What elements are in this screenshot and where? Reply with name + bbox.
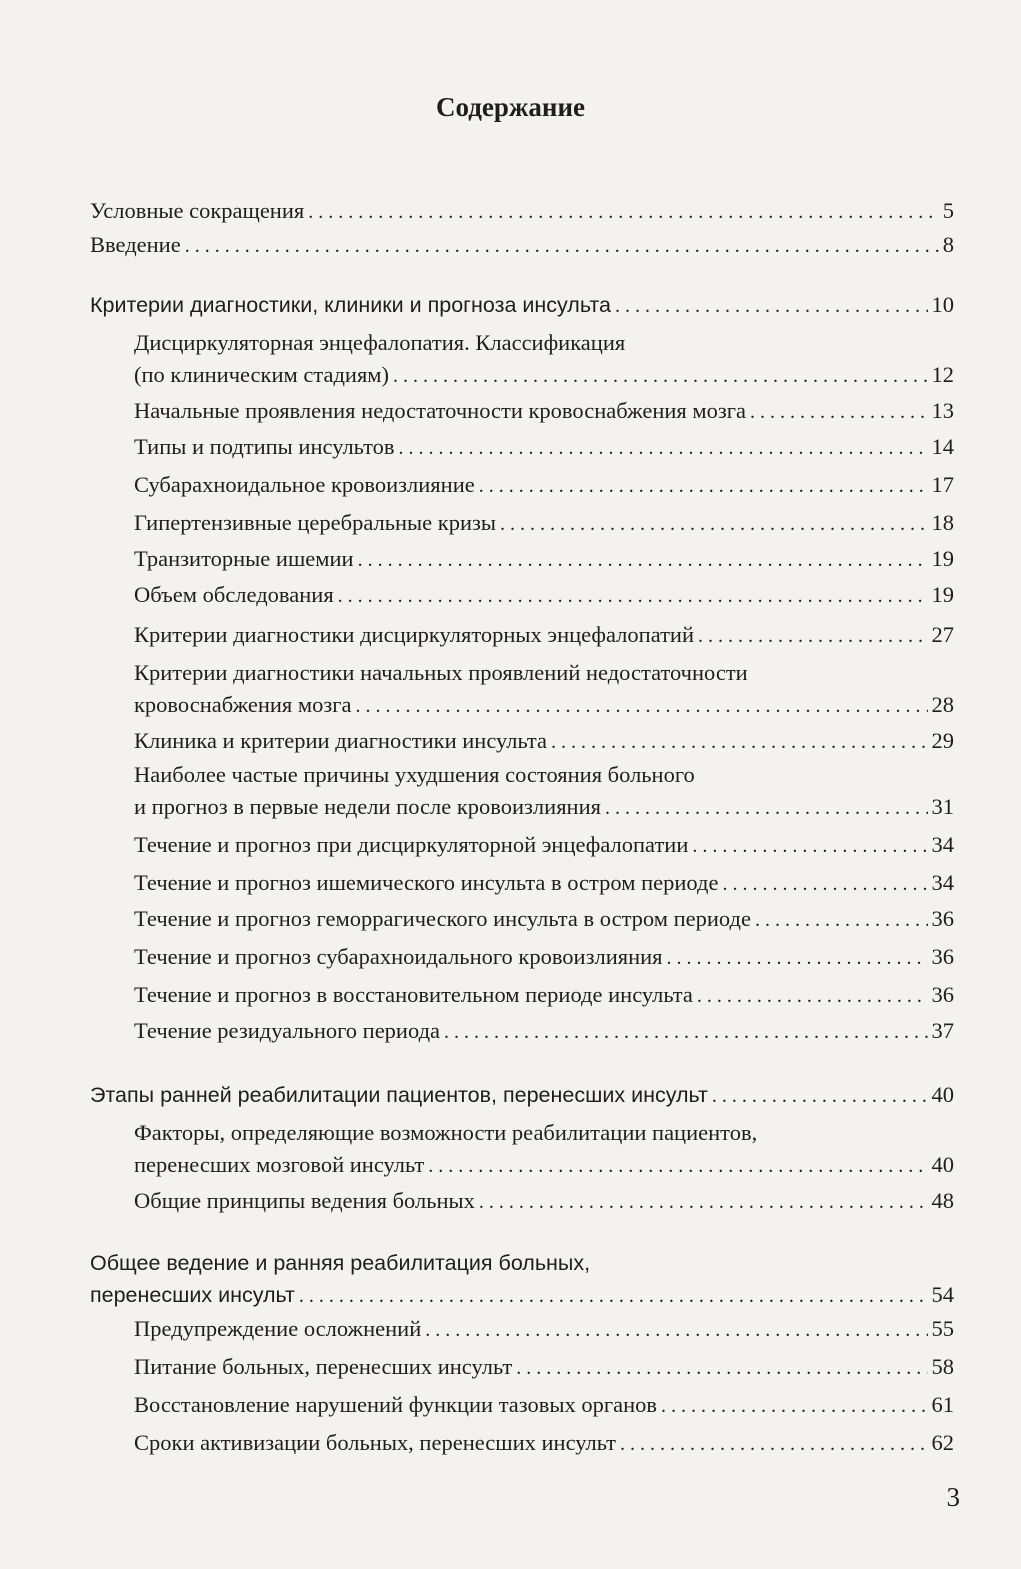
page-title: Содержание xyxy=(435,92,586,122)
toc-entry[interactable] xyxy=(134,1428,954,1460)
toc-page-number: 29 xyxy=(931,728,954,753)
toc-entry-title: (по клиническим стадиям) xyxy=(134,362,390,387)
toc-entry[interactable] xyxy=(90,1080,954,1112)
toc-entry-title: Клиника и критерии диагностики инсульта xyxy=(134,728,547,753)
toc-entry[interactable] xyxy=(90,1248,954,1312)
toc-page-number: 36 xyxy=(931,906,954,931)
dot-leader xyxy=(500,508,928,538)
dot-leader xyxy=(620,1428,927,1458)
toc-entry[interactable] xyxy=(134,760,954,824)
dot-leader xyxy=(605,792,928,822)
toc-entry-title: Течение резидуального периода xyxy=(134,1018,441,1043)
dot-leader xyxy=(750,396,928,426)
dot-leader xyxy=(399,432,928,462)
toc-page-number: 12 xyxy=(931,362,954,387)
toc-entry[interactable] xyxy=(134,1352,954,1384)
dot-leader xyxy=(308,196,939,226)
dot-leader xyxy=(722,868,927,898)
toc-page-number: 8 xyxy=(942,232,954,257)
toc-entry[interactable] xyxy=(134,830,954,862)
toc-entry-title: Объем обследования xyxy=(134,582,334,607)
toc-entry-title: Дисциркуляторная энцефалопатия. Классификация xyxy=(134,330,626,355)
dot-leader xyxy=(661,1390,927,1420)
toc-entry-title: Типы и подтипы инсультов xyxy=(134,434,395,459)
dot-leader xyxy=(444,1016,927,1046)
toc-entry-title: Субарахноидальное кровоизлияние xyxy=(134,472,475,497)
toc-page-number: 36 xyxy=(931,944,954,969)
dot-leader xyxy=(667,942,928,972)
toc-entry[interactable] xyxy=(134,544,954,576)
toc-page-number: 13 xyxy=(931,398,954,423)
toc-entry[interactable] xyxy=(90,196,954,228)
toc-entry-title: Критерии диагностики, клиники и прогноза инсульта xyxy=(90,293,611,317)
toc-entry-title: Предупреждение осложнений xyxy=(134,1316,422,1341)
toc-entry-title: Факторы, определяющие возможности реабилитации пациентов, xyxy=(134,1120,758,1145)
toc-page-number: 34 xyxy=(931,870,954,895)
toc-page-number: 54 xyxy=(931,1282,954,1307)
toc-entry[interactable] xyxy=(134,396,954,428)
toc-entry-title: Критерии диагностики дисциркуляторных энцефалопатий xyxy=(134,622,695,647)
toc-entry[interactable] xyxy=(90,230,954,262)
toc-entry-title: Гипертензивные церебральные кризы xyxy=(134,510,496,535)
toc-entry[interactable] xyxy=(134,942,954,974)
toc-entry[interactable] xyxy=(134,1186,954,1218)
dot-leader xyxy=(615,290,928,320)
toc-entry[interactable] xyxy=(90,290,954,322)
toc-entry-title: Питание больных, перенесших инсульт xyxy=(134,1354,513,1379)
toc-entry-title: Течение и прогноз при дисциркуляторной энцефалопатии xyxy=(134,832,689,857)
toc-entry[interactable] xyxy=(134,328,954,392)
toc-entry-title: Течение и прогноз ишемического инсульта в остром периоде xyxy=(134,870,719,895)
toc-entry[interactable] xyxy=(134,470,954,502)
toc-page-number: 28 xyxy=(931,692,954,717)
toc-page-number: 14 xyxy=(931,434,954,459)
toc-page-number: 31 xyxy=(931,794,954,819)
toc-entry[interactable] xyxy=(134,1016,954,1048)
dot-leader xyxy=(692,830,927,860)
dot-leader xyxy=(338,580,928,610)
toc-entry-title: Введение xyxy=(90,232,181,257)
toc-entry-title: Критерии диагностики начальных проявлений недостаточности xyxy=(134,660,748,685)
dot-leader xyxy=(479,470,928,500)
dot-leader xyxy=(479,1186,928,1216)
toc-page-number: 55 xyxy=(931,1316,954,1341)
toc-entry[interactable] xyxy=(134,432,954,464)
toc-page-number: 48 xyxy=(931,1188,954,1213)
toc-page-number: 19 xyxy=(931,546,954,571)
dot-leader xyxy=(393,360,927,390)
toc-entry[interactable] xyxy=(134,1314,954,1346)
toc-entry-title: Течение и прогноз геморрагического инсульта в остром периоде xyxy=(134,906,751,931)
dot-leader xyxy=(299,1280,928,1310)
toc-page-number: 27 xyxy=(931,622,954,647)
toc-entry[interactable] xyxy=(134,620,954,652)
toc-page-number: 61 xyxy=(931,1392,954,1417)
toc-entry[interactable] xyxy=(134,1390,954,1422)
toc-page-number: 19 xyxy=(931,582,954,607)
dot-leader xyxy=(697,980,928,1010)
toc-entry[interactable] xyxy=(134,658,954,722)
dot-leader xyxy=(425,1314,927,1344)
toc-page-number: 17 xyxy=(931,472,954,497)
dot-leader xyxy=(428,1150,927,1180)
toc-entry-title: перенесших мозговой инсульт xyxy=(134,1152,425,1177)
dot-leader xyxy=(698,620,927,650)
toc-page-number: 36 xyxy=(931,982,954,1007)
toc-entry[interactable] xyxy=(134,980,954,1012)
dot-leader xyxy=(551,726,928,756)
toc-page-number: 18 xyxy=(931,510,954,535)
page-number: 3 xyxy=(946,1482,960,1512)
toc-entry[interactable] xyxy=(134,508,954,540)
toc-entry-title: Условные сокращения xyxy=(90,198,305,223)
toc-entry-title: Сроки активизации больных, перенесших инсульт xyxy=(134,1430,617,1455)
toc-entry-title: Транзиторные ишемии xyxy=(134,546,354,571)
toc-entry-title: Наиболее частые причины ухудшения состояния больного xyxy=(134,762,695,787)
dot-leader xyxy=(356,690,928,720)
dot-leader xyxy=(516,1352,927,1382)
toc-entry-title: Начальные проявления недостаточности кровоснабжения мозга xyxy=(134,398,746,423)
toc-entry-title: перенесших инсульт xyxy=(90,1283,295,1307)
dot-leader xyxy=(185,230,939,260)
dot-leader xyxy=(712,1080,928,1110)
toc-entry-title: Общее ведение и ранняя реабилитация больных, xyxy=(90,1251,591,1275)
toc-entry-title: Течение и прогноз субарахноидального кровоизлияния xyxy=(134,944,663,969)
toc-entry-title: Течение и прогноз в восстановительном периоде инсульта xyxy=(134,982,693,1007)
toc-page-number: 62 xyxy=(931,1430,954,1455)
toc-page-number: 40 xyxy=(931,1082,954,1107)
toc-entry-title: Общие принципы ведения больных xyxy=(134,1188,475,1213)
toc-entry[interactable] xyxy=(134,580,954,612)
toc-entry-title: кровоснабжения мозга xyxy=(134,692,352,717)
toc-entry-title: Восстановление нарушений функции тазовых органов xyxy=(134,1392,658,1417)
toc-entry[interactable] xyxy=(134,1118,954,1182)
toc-page-number: 34 xyxy=(931,832,954,857)
toc-entry[interactable] xyxy=(134,904,954,936)
toc-entry-title: и прогноз в первые недели после кровоизлияния xyxy=(134,794,601,819)
toc-entry[interactable] xyxy=(134,868,954,900)
toc-page-number: 58 xyxy=(931,1354,954,1379)
toc-page-number: 37 xyxy=(931,1018,954,1043)
dot-leader xyxy=(358,544,928,574)
dot-leader xyxy=(755,904,928,934)
toc-page-number: 40 xyxy=(931,1152,954,1177)
toc-page-number: 10 xyxy=(931,292,954,317)
toc-entry[interactable] xyxy=(134,726,954,758)
toc-entry-title: Этапы ранней реабилитации пациентов, перенесших инсульт xyxy=(90,1083,708,1107)
toc-page-number: 5 xyxy=(942,198,954,223)
